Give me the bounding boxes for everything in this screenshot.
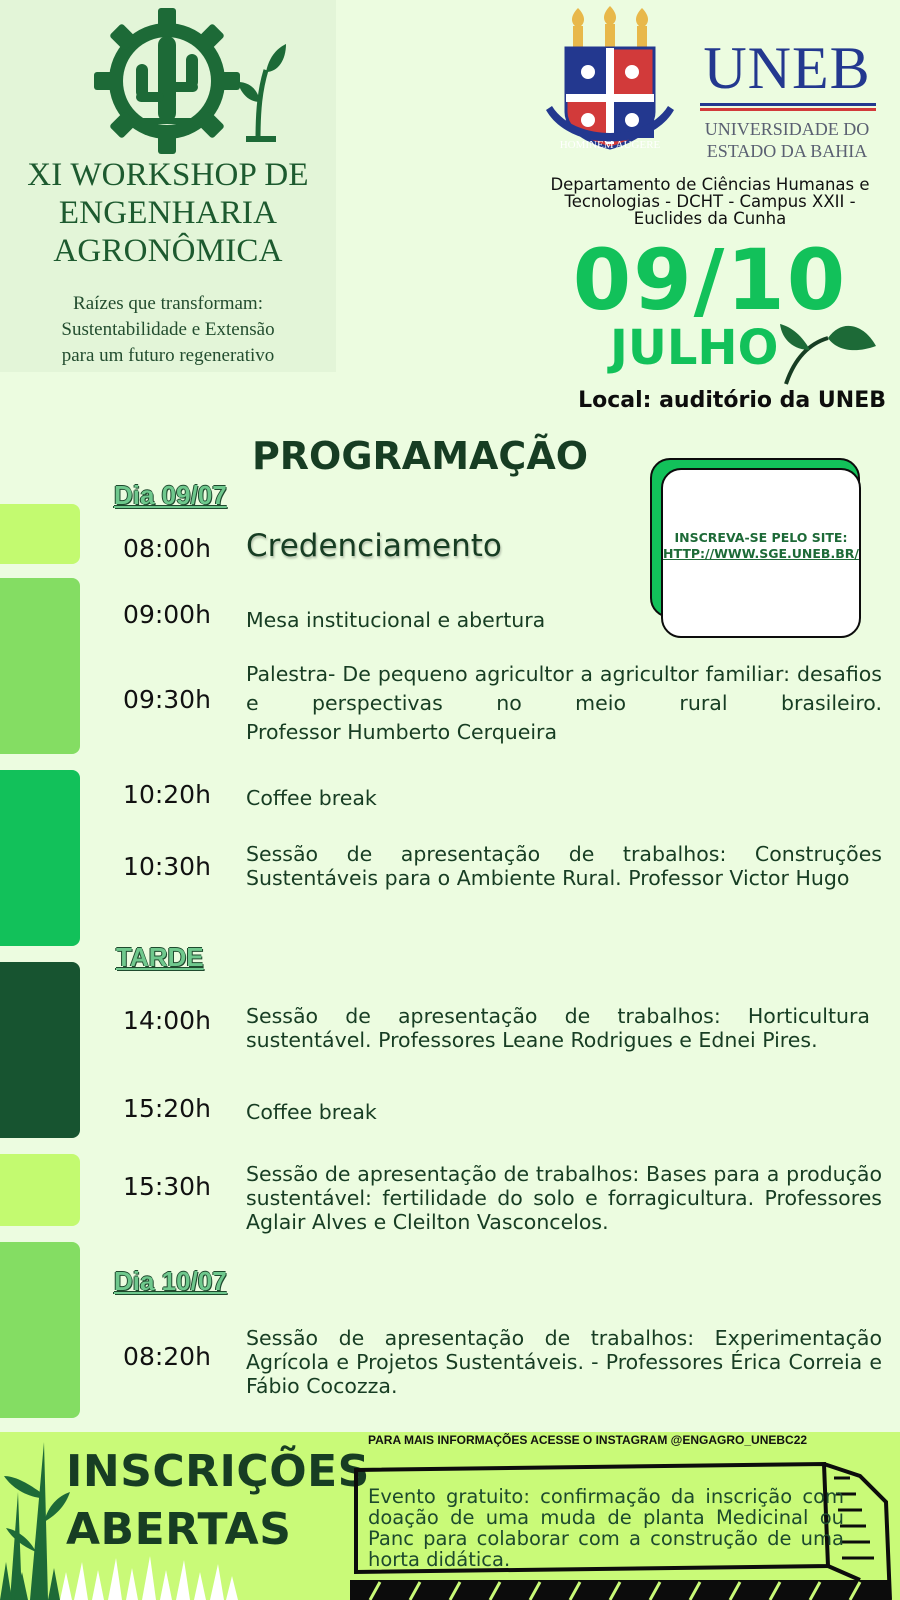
side-color-block xyxy=(0,962,80,1138)
event-location: Local: auditório da UNEB xyxy=(578,388,886,413)
schedule-activity: Sessão de apresentação de trabalhos: Construções Sustentáveis para o Ambiente Rural. Professor Victor Hugo xyxy=(246,842,882,890)
workshop-title-line-2: ENGENHARIA xyxy=(58,195,278,231)
uneb-name: UNEB xyxy=(703,35,871,101)
registration-headline-1: INSCRIÇÕES xyxy=(66,1446,370,1497)
department-line-2: Tecnologias - DCHT - Campus XXII - xyxy=(564,192,856,211)
crest-motto: HOMINEM AUGERE xyxy=(559,139,661,151)
department-line-3: Euclides da Cunha xyxy=(633,209,787,228)
schedule-activity: Coffee break xyxy=(246,1100,377,1124)
uneb-crest-icon xyxy=(540,2,680,172)
workshop-subtitle-line-1: Raízes que transformam: xyxy=(73,293,263,314)
registration-card-text xyxy=(661,530,861,562)
gear-cactus-logo-icon xyxy=(92,6,242,156)
schedule-time: 10:20h xyxy=(123,780,211,809)
free-event-text: Evento gratuito: confirmação da inscrição com doação de uma muda de planta Medicinal ou Panc para colaborar com a construção de uma horta didática. xyxy=(368,1485,844,1571)
side-color-block xyxy=(0,504,80,564)
schedule-activity: Coffee break xyxy=(246,786,377,810)
uneb-rule-blue xyxy=(700,103,876,106)
schedule-time: 15:20h xyxy=(123,1094,211,1123)
schedule-time: 15:30h xyxy=(123,1172,211,1201)
schedule-time: 09:00h xyxy=(123,600,211,629)
schedule-activity: Palestra- De pequeno agricultor a agricultor familiar: desafios e perspectivas no meio rural brasileiro. xyxy=(246,662,882,715)
registration-link[interactable]: HTTP://WWW.SGE.UNEB.BR/ xyxy=(663,546,859,561)
side-color-block xyxy=(0,578,80,754)
side-color-block xyxy=(0,770,80,946)
schedule-activity-speaker: Professor Humberto Cerqueira xyxy=(246,720,558,744)
day-1-label: Dia 09/07 xyxy=(114,480,227,510)
schedule-activity: Sessão de apresentação de trabalhos: Bases para a produção sustentável: fertilidade do solo e forragicultura. Professores Aglair Alves e Cleilton Vasconcelos. xyxy=(246,1162,882,1234)
department-name xyxy=(530,176,890,227)
schedule-time: 08:20h xyxy=(123,1342,211,1371)
sprout-logo-icon xyxy=(236,40,288,144)
schedule-time: 08:00h xyxy=(123,534,211,563)
registration-headline-2: ABERTAS xyxy=(66,1504,292,1555)
event-days: 09/10 xyxy=(572,231,848,329)
registration-label: INSCREVA-SE PELO SITE: xyxy=(674,530,848,545)
uneb-rule-red xyxy=(700,108,876,111)
workshop-subtitle-line-2: Sustentabilidade e Extensão xyxy=(61,319,275,340)
schedule-activity: Credenciamento xyxy=(246,528,502,564)
event-month: JULHO xyxy=(610,320,779,376)
workshop-title-line-1: XI WORKSHOP DE xyxy=(27,157,309,193)
side-color-block xyxy=(0,1154,80,1226)
leaf-icon xyxy=(780,310,880,390)
workshop-title-line-3: AGRONÔMICA xyxy=(53,233,283,269)
instagram-note: PARA MAIS INFORMAÇÕES ACESSE O INSTAGRAM @ENGAGRO_UNEBC22 xyxy=(368,1433,808,1447)
day-2-label: Dia 10/07 xyxy=(114,1266,227,1296)
schedule-time: 10:30h xyxy=(123,852,211,881)
uneb-full-name-line-2: ESTADO DA BAHIA xyxy=(706,141,868,161)
afternoon-label: TARDE xyxy=(116,942,204,972)
uneb-full-name-line-1: UNIVERSIDADE DO xyxy=(704,119,870,139)
schedule-activity: Mesa institucional e abertura xyxy=(246,608,546,632)
schedule-activity: Sessão de apresentação de trabalhos: Horticultura sustentável. Professores Leane Rodrigues e Ednei Pires. xyxy=(246,1004,870,1052)
side-color-block xyxy=(0,1242,80,1418)
department-line-1: Departamento de Ciências Humanas e xyxy=(550,175,870,194)
workshop-subtitle-line-3: para um futuro regenerativo xyxy=(61,345,275,366)
schedule-time: 09:30h xyxy=(123,685,211,714)
schedule-activity: Sessão de apresentação de trabalhos: Experimentação Agrícola e Projetos Sustentáveis. - Professores Érica Correia e Fábio Cocozza. xyxy=(246,1326,882,1398)
programme-title: PROGRAMAÇÃO xyxy=(251,434,589,478)
schedule-time: 14:00h xyxy=(123,1006,211,1035)
